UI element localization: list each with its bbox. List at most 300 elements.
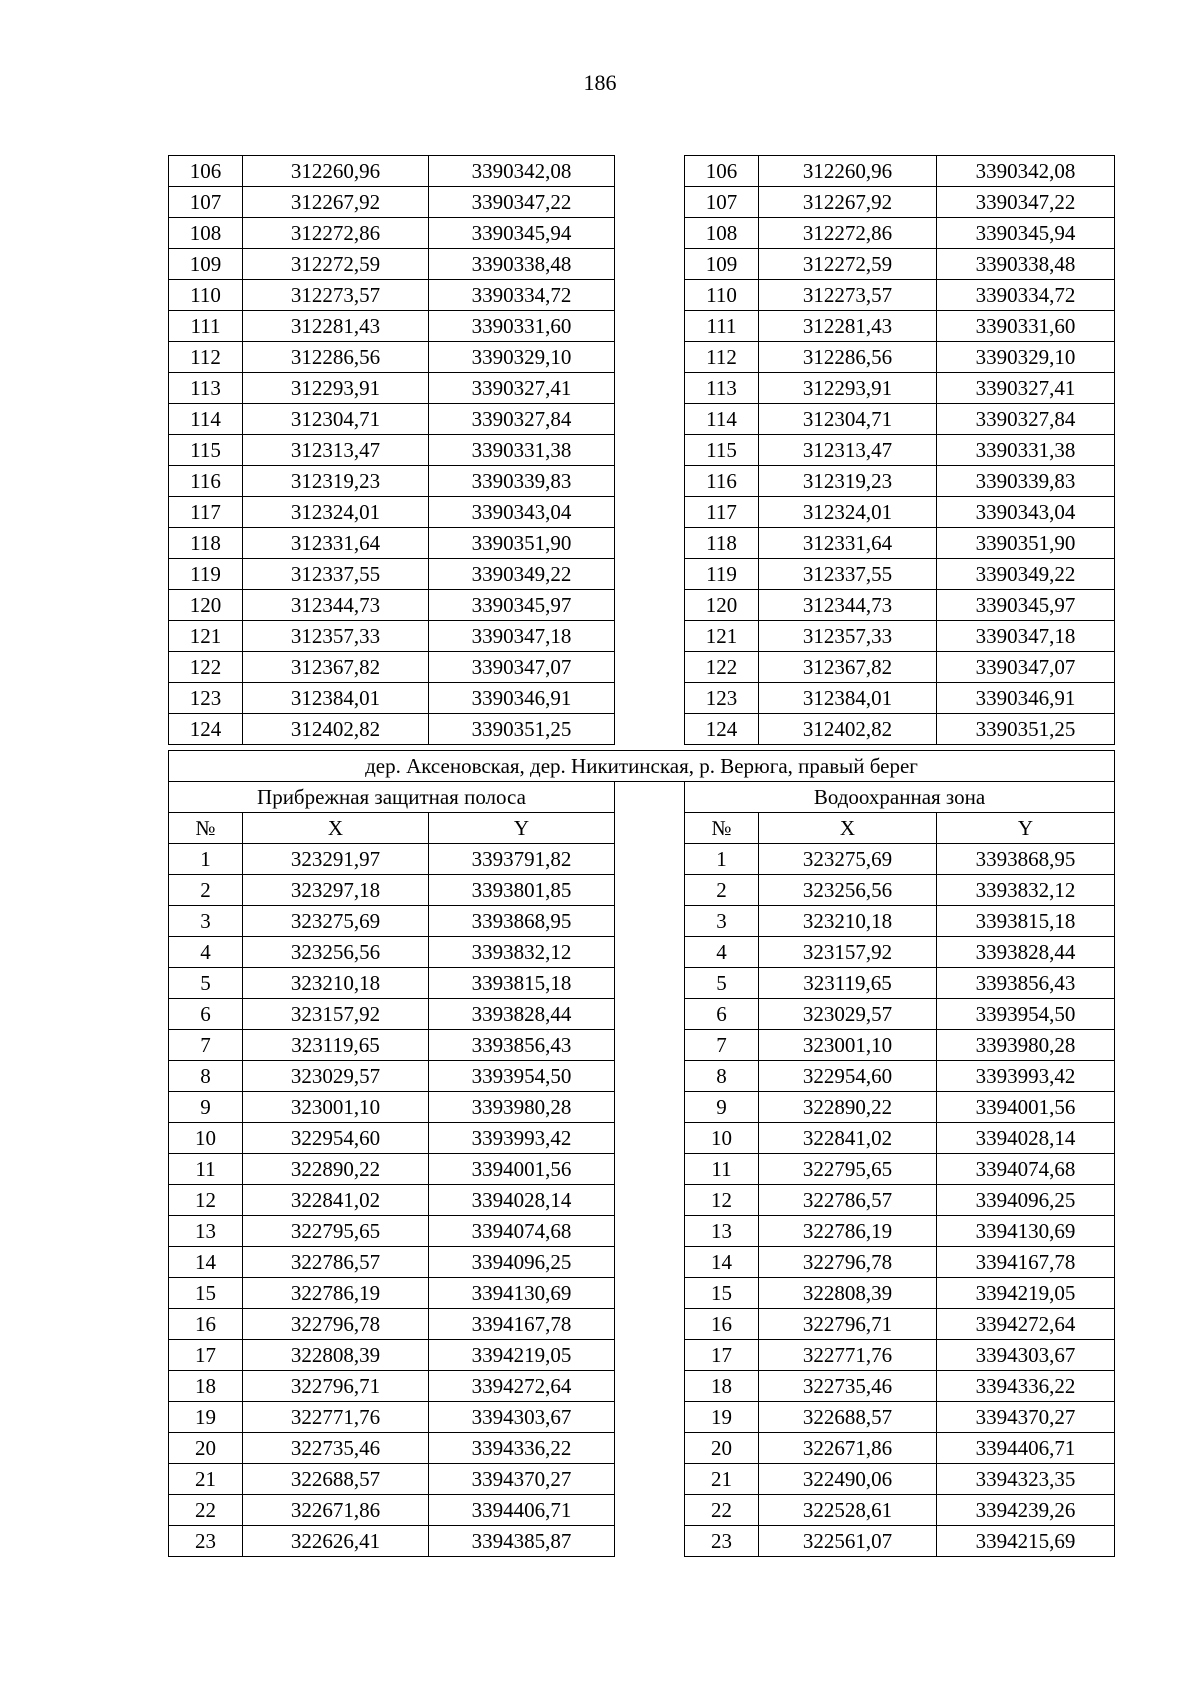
table-row xyxy=(169,497,1115,528)
point-number: 107 xyxy=(685,187,759,218)
x-coordinate: 322796,78 xyxy=(759,1247,937,1278)
point-number: 12 xyxy=(685,1185,759,1216)
table-row xyxy=(169,844,1115,875)
table-gap xyxy=(615,528,685,559)
table-row xyxy=(169,1185,1115,1216)
point-number: 11 xyxy=(169,1154,243,1185)
point-number: 106 xyxy=(169,156,243,187)
point-number: 118 xyxy=(169,528,243,559)
x-coordinate: 322626,41 xyxy=(243,1526,429,1557)
point-number: 7 xyxy=(685,1030,759,1061)
table-gap xyxy=(615,999,685,1030)
y-coordinate: 3390342,08 xyxy=(937,156,1115,187)
y-coordinate: 3390334,72 xyxy=(429,280,615,311)
table-gap xyxy=(615,1061,685,1092)
point-number: 21 xyxy=(685,1464,759,1495)
x-coordinate: 323256,56 xyxy=(759,875,937,906)
x-coordinate: 322795,65 xyxy=(759,1154,937,1185)
point-number: 123 xyxy=(169,683,243,714)
x-coordinate: 323029,57 xyxy=(759,999,937,1030)
header-number: № xyxy=(169,813,243,844)
y-coordinate: 3393954,50 xyxy=(429,1061,615,1092)
point-number: 19 xyxy=(169,1402,243,1433)
y-coordinate: 3393832,12 xyxy=(429,937,615,968)
section-title: дер. Аксеновская, дер. Никитинская, р. Верюга, правый берег xyxy=(169,751,1115,782)
table-gap xyxy=(615,1030,685,1061)
point-number: 1 xyxy=(169,844,243,875)
table-row xyxy=(169,1309,1115,1340)
y-coordinate: 3394406,71 xyxy=(937,1433,1115,1464)
table-gap xyxy=(615,1526,685,1557)
y-coordinate: 3393993,42 xyxy=(429,1123,615,1154)
y-coordinate: 3394370,27 xyxy=(937,1402,1115,1433)
x-coordinate: 322735,46 xyxy=(243,1433,429,1464)
table-gap xyxy=(615,1495,685,1526)
x-coordinate: 312272,86 xyxy=(759,218,937,249)
point-number: 114 xyxy=(169,404,243,435)
x-coordinate: 323291,97 xyxy=(243,844,429,875)
y-coordinate: 3393832,12 xyxy=(937,875,1115,906)
table-row xyxy=(169,1092,1115,1123)
point-number: 8 xyxy=(685,1061,759,1092)
table-row xyxy=(169,1030,1115,1061)
y-coordinate: 3390345,97 xyxy=(429,590,615,621)
point-number: 20 xyxy=(169,1433,243,1464)
x-coordinate: 322890,22 xyxy=(243,1154,429,1185)
table-gap xyxy=(615,1185,685,1216)
y-coordinate: 3393791,82 xyxy=(429,844,615,875)
table-row xyxy=(169,1433,1115,1464)
table-gap xyxy=(615,1433,685,1464)
y-coordinate: 3394272,64 xyxy=(937,1309,1115,1340)
x-coordinate: 312313,47 xyxy=(759,435,937,466)
x-coordinate: 312384,01 xyxy=(759,683,937,714)
point-number: 13 xyxy=(169,1216,243,1247)
x-coordinate: 312260,96 xyxy=(243,156,429,187)
point-number: 112 xyxy=(685,342,759,373)
table-row xyxy=(169,937,1115,968)
table-row xyxy=(169,1371,1115,1402)
x-coordinate: 312272,86 xyxy=(243,218,429,249)
table-gap xyxy=(615,782,685,813)
table-row xyxy=(169,1340,1115,1371)
x-coordinate: 322688,57 xyxy=(243,1464,429,1495)
table-row xyxy=(169,466,1115,497)
x-coordinate: 322688,57 xyxy=(759,1402,937,1433)
point-number: 109 xyxy=(685,249,759,280)
y-coordinate: 3390347,18 xyxy=(937,621,1115,652)
header-y: Y xyxy=(429,813,615,844)
point-number: 8 xyxy=(169,1061,243,1092)
point-number: 112 xyxy=(169,342,243,373)
table-row xyxy=(169,968,1115,999)
x-coordinate: 323119,65 xyxy=(243,1030,429,1061)
x-coordinate: 322808,39 xyxy=(243,1340,429,1371)
point-number: 122 xyxy=(169,652,243,683)
y-coordinate: 3390347,22 xyxy=(937,187,1115,218)
x-coordinate: 312402,82 xyxy=(759,714,937,745)
table-row xyxy=(169,875,1115,906)
header-x: X xyxy=(759,813,937,844)
y-coordinate: 3393815,18 xyxy=(937,906,1115,937)
x-coordinate: 322786,19 xyxy=(243,1278,429,1309)
point-number: 110 xyxy=(169,280,243,311)
table-gap xyxy=(615,280,685,311)
point-number: 23 xyxy=(685,1526,759,1557)
header-x: X xyxy=(243,813,429,844)
point-number: 121 xyxy=(685,621,759,652)
y-coordinate: 3393868,95 xyxy=(429,906,615,937)
table-row xyxy=(169,404,1115,435)
x-coordinate: 322771,76 xyxy=(759,1340,937,1371)
point-number: 2 xyxy=(169,875,243,906)
x-coordinate: 323297,18 xyxy=(243,875,429,906)
y-coordinate: 3390351,90 xyxy=(937,528,1115,559)
table-gap xyxy=(615,937,685,968)
point-number: 14 xyxy=(169,1247,243,1278)
page-number: 186 xyxy=(583,70,617,95)
y-coordinate: 3390351,90 xyxy=(429,528,615,559)
point-number: 106 xyxy=(685,156,759,187)
x-coordinate: 322796,78 xyxy=(243,1309,429,1340)
x-coordinate: 312319,23 xyxy=(759,466,937,497)
x-coordinate: 323001,10 xyxy=(243,1092,429,1123)
point-number: 3 xyxy=(685,906,759,937)
x-coordinate: 323157,92 xyxy=(243,999,429,1030)
point-number: 17 xyxy=(685,1340,759,1371)
point-number: 1 xyxy=(685,844,759,875)
table-row xyxy=(169,1123,1115,1154)
table-row xyxy=(169,559,1115,590)
point-number: 4 xyxy=(169,937,243,968)
point-number: 18 xyxy=(169,1371,243,1402)
y-coordinate: 3390339,83 xyxy=(937,466,1115,497)
y-coordinate: 3393980,28 xyxy=(429,1092,615,1123)
x-coordinate: 312367,82 xyxy=(759,652,937,683)
x-coordinate: 322735,46 xyxy=(759,1371,937,1402)
point-number: 12 xyxy=(169,1185,243,1216)
header-number: № xyxy=(685,813,759,844)
point-number: 120 xyxy=(169,590,243,621)
y-coordinate: 3394385,87 xyxy=(429,1526,615,1557)
y-coordinate: 3390351,25 xyxy=(937,714,1115,745)
point-number: 14 xyxy=(685,1247,759,1278)
x-coordinate: 322808,39 xyxy=(759,1278,937,1309)
y-coordinate: 3390331,38 xyxy=(937,435,1115,466)
point-number: 124 xyxy=(685,714,759,745)
y-coordinate: 3390327,41 xyxy=(429,373,615,404)
x-coordinate: 312272,59 xyxy=(759,249,937,280)
x-coordinate: 312273,57 xyxy=(759,280,937,311)
table-gap xyxy=(615,906,685,937)
x-coordinate: 312281,43 xyxy=(243,311,429,342)
point-number: 123 xyxy=(685,683,759,714)
point-number: 19 xyxy=(685,1402,759,1433)
x-coordinate: 322528,61 xyxy=(759,1495,937,1526)
point-number: 10 xyxy=(169,1123,243,1154)
point-number: 110 xyxy=(685,280,759,311)
x-coordinate: 322786,57 xyxy=(759,1185,937,1216)
left-table-title: Прибрежная защитная полоса xyxy=(169,782,615,813)
y-coordinate: 3393828,44 xyxy=(937,937,1115,968)
table-gap xyxy=(615,1371,685,1402)
point-number: 117 xyxy=(685,497,759,528)
x-coordinate: 322796,71 xyxy=(243,1371,429,1402)
y-coordinate: 3390331,38 xyxy=(429,435,615,466)
x-coordinate: 323210,18 xyxy=(243,968,429,999)
y-coordinate: 3390345,94 xyxy=(429,218,615,249)
point-number: 16 xyxy=(169,1309,243,1340)
table-row xyxy=(169,280,1115,311)
coordinates-table-bottom xyxy=(168,750,1115,1557)
table-gap xyxy=(615,435,685,466)
y-coordinate: 3390347,18 xyxy=(429,621,615,652)
y-coordinate: 3394130,69 xyxy=(429,1278,615,1309)
y-coordinate: 3390342,08 xyxy=(429,156,615,187)
y-coordinate: 3390331,60 xyxy=(937,311,1115,342)
table-gap xyxy=(615,1123,685,1154)
y-coordinate: 3394272,64 xyxy=(429,1371,615,1402)
y-coordinate: 3390334,72 xyxy=(937,280,1115,311)
y-coordinate: 3390343,04 xyxy=(937,497,1115,528)
y-coordinate: 3390327,41 xyxy=(937,373,1115,404)
y-coordinate: 3390347,07 xyxy=(429,652,615,683)
table-gap xyxy=(615,1154,685,1185)
point-number: 109 xyxy=(169,249,243,280)
y-coordinate: 3394001,56 xyxy=(429,1154,615,1185)
y-coordinate: 3393993,42 xyxy=(937,1061,1115,1092)
y-coordinate: 3394130,69 xyxy=(937,1216,1115,1247)
x-coordinate: 322796,71 xyxy=(759,1309,937,1340)
point-number: 20 xyxy=(685,1433,759,1464)
table-row xyxy=(169,652,1115,683)
y-coordinate: 3390351,25 xyxy=(429,714,615,745)
y-coordinate: 3394167,78 xyxy=(429,1309,615,1340)
table-gap xyxy=(615,1340,685,1371)
point-number: 118 xyxy=(685,528,759,559)
x-coordinate: 312267,92 xyxy=(243,187,429,218)
point-number: 119 xyxy=(169,559,243,590)
table-gap xyxy=(615,1309,685,1340)
x-coordinate: 312293,91 xyxy=(759,373,937,404)
x-coordinate: 323001,10 xyxy=(759,1030,937,1061)
x-coordinate: 312357,33 xyxy=(243,621,429,652)
point-number: 4 xyxy=(685,937,759,968)
table-row xyxy=(169,999,1115,1030)
y-coordinate: 3390345,97 xyxy=(937,590,1115,621)
point-number: 7 xyxy=(169,1030,243,1061)
table-row xyxy=(169,156,1115,187)
y-coordinate: 3394303,67 xyxy=(937,1340,1115,1371)
table-gap xyxy=(615,875,685,906)
y-coordinate: 3390349,22 xyxy=(429,559,615,590)
table-gap xyxy=(615,373,685,404)
table-gap xyxy=(615,404,685,435)
point-number: 3 xyxy=(169,906,243,937)
y-coordinate: 3393868,95 xyxy=(937,844,1115,875)
x-coordinate: 312357,33 xyxy=(759,621,937,652)
point-number: 17 xyxy=(169,1340,243,1371)
point-number: 114 xyxy=(685,404,759,435)
y-coordinate: 3390347,22 xyxy=(429,187,615,218)
y-coordinate: 3394074,68 xyxy=(429,1216,615,1247)
x-coordinate: 312324,01 xyxy=(243,497,429,528)
point-number: 111 xyxy=(169,311,243,342)
point-number: 5 xyxy=(685,968,759,999)
x-coordinate: 323275,69 xyxy=(759,844,937,875)
table-gap xyxy=(615,813,685,844)
x-coordinate: 312293,91 xyxy=(243,373,429,404)
table-gap xyxy=(615,1247,685,1278)
x-coordinate: 322671,86 xyxy=(759,1433,937,1464)
table-row xyxy=(169,590,1115,621)
y-coordinate: 3390338,48 xyxy=(429,249,615,280)
x-coordinate: 312319,23 xyxy=(243,466,429,497)
point-number: 120 xyxy=(685,590,759,621)
y-coordinate: 3393954,50 xyxy=(937,999,1115,1030)
table-row xyxy=(169,714,1115,745)
table-row xyxy=(169,373,1115,404)
table-gap xyxy=(615,218,685,249)
point-number: 113 xyxy=(685,373,759,404)
coordinates-table-top xyxy=(168,155,1115,745)
table-gap xyxy=(615,187,685,218)
y-coordinate: 3390345,94 xyxy=(937,218,1115,249)
x-coordinate: 312331,64 xyxy=(243,528,429,559)
x-coordinate: 312344,73 xyxy=(759,590,937,621)
x-coordinate: 323210,18 xyxy=(759,906,937,937)
table-gap xyxy=(615,1464,685,1495)
x-coordinate: 312384,01 xyxy=(243,683,429,714)
point-number: 13 xyxy=(685,1216,759,1247)
table-gap xyxy=(615,1216,685,1247)
x-coordinate: 323275,69 xyxy=(243,906,429,937)
table-row xyxy=(169,218,1115,249)
y-coordinate: 3393815,18 xyxy=(429,968,615,999)
table-gap xyxy=(615,714,685,745)
y-coordinate: 3394096,25 xyxy=(429,1247,615,1278)
x-coordinate: 312286,56 xyxy=(759,342,937,373)
table-gap xyxy=(615,683,685,714)
table-row xyxy=(169,311,1115,342)
x-coordinate: 322890,22 xyxy=(759,1092,937,1123)
y-coordinate: 3390346,91 xyxy=(937,683,1115,714)
x-coordinate: 312402,82 xyxy=(243,714,429,745)
table-row xyxy=(169,342,1115,373)
x-coordinate: 322786,19 xyxy=(759,1216,937,1247)
x-coordinate: 312337,55 xyxy=(243,559,429,590)
y-coordinate: 3390346,91 xyxy=(429,683,615,714)
x-coordinate: 322490,06 xyxy=(759,1464,937,1495)
x-coordinate: 312260,96 xyxy=(759,156,937,187)
x-coordinate: 312324,01 xyxy=(759,497,937,528)
y-coordinate: 3394239,26 xyxy=(937,1495,1115,1526)
table-gap xyxy=(615,621,685,652)
x-coordinate: 322795,65 xyxy=(243,1216,429,1247)
table-row xyxy=(169,1061,1115,1092)
x-coordinate: 312344,73 xyxy=(243,590,429,621)
x-coordinate: 322841,02 xyxy=(759,1123,937,1154)
x-coordinate: 322841,02 xyxy=(243,1185,429,1216)
y-coordinate: 3390343,04 xyxy=(429,497,615,528)
table-gap xyxy=(615,844,685,875)
x-coordinate: 312331,64 xyxy=(759,528,937,559)
x-coordinate: 312367,82 xyxy=(243,652,429,683)
y-coordinate: 3390347,07 xyxy=(937,652,1115,683)
x-coordinate: 323029,57 xyxy=(243,1061,429,1092)
x-coordinate: 323157,92 xyxy=(759,937,937,968)
table-row xyxy=(169,1154,1115,1185)
x-coordinate: 323256,56 xyxy=(243,937,429,968)
point-number: 5 xyxy=(169,968,243,999)
table-row xyxy=(169,1464,1115,1495)
table-row xyxy=(169,621,1115,652)
table-row xyxy=(169,187,1115,218)
point-number: 23 xyxy=(169,1526,243,1557)
x-coordinate: 322954,60 xyxy=(759,1061,937,1092)
x-coordinate: 312273,57 xyxy=(243,280,429,311)
point-number: 22 xyxy=(169,1495,243,1526)
y-coordinate: 3394028,14 xyxy=(937,1123,1115,1154)
point-number: 107 xyxy=(169,187,243,218)
point-number: 108 xyxy=(685,218,759,249)
point-number: 108 xyxy=(169,218,243,249)
header-y: Y xyxy=(937,813,1115,844)
point-number: 16 xyxy=(685,1309,759,1340)
table-row xyxy=(169,435,1115,466)
y-coordinate: 3394323,35 xyxy=(937,1464,1115,1495)
table-gap xyxy=(615,466,685,497)
x-coordinate: 322671,86 xyxy=(243,1495,429,1526)
point-number: 6 xyxy=(169,999,243,1030)
x-coordinate: 322561,07 xyxy=(759,1526,937,1557)
x-coordinate: 312281,43 xyxy=(759,311,937,342)
y-coordinate: 3394028,14 xyxy=(429,1185,615,1216)
point-number: 117 xyxy=(169,497,243,528)
x-coordinate: 312267,92 xyxy=(759,187,937,218)
table-gap xyxy=(615,590,685,621)
point-number: 119 xyxy=(685,559,759,590)
x-coordinate: 322954,60 xyxy=(243,1123,429,1154)
point-number: 22 xyxy=(685,1495,759,1526)
y-coordinate: 3390327,84 xyxy=(429,404,615,435)
table-row xyxy=(169,1526,1115,1557)
y-coordinate: 3390339,83 xyxy=(429,466,615,497)
y-coordinate: 3394096,25 xyxy=(937,1185,1115,1216)
y-coordinate: 3393980,28 xyxy=(937,1030,1115,1061)
point-number: 116 xyxy=(685,466,759,497)
table-row xyxy=(169,1402,1115,1433)
x-coordinate: 322771,76 xyxy=(243,1402,429,1433)
point-number: 115 xyxy=(685,435,759,466)
table-row xyxy=(169,906,1115,937)
table-gap xyxy=(615,652,685,683)
table-gap xyxy=(615,497,685,528)
table-row xyxy=(169,1216,1115,1247)
y-coordinate: 3394406,71 xyxy=(429,1495,615,1526)
table-row xyxy=(169,1247,1115,1278)
y-coordinate: 3393801,85 xyxy=(429,875,615,906)
y-coordinate: 3393828,44 xyxy=(429,999,615,1030)
y-coordinate: 3394074,68 xyxy=(937,1154,1115,1185)
table-row xyxy=(169,1495,1115,1526)
table-row xyxy=(169,528,1115,559)
point-number: 6 xyxy=(685,999,759,1030)
y-coordinate: 3394219,05 xyxy=(937,1278,1115,1309)
y-coordinate: 3390327,84 xyxy=(937,404,1115,435)
point-number: 116 xyxy=(169,466,243,497)
point-number: 2 xyxy=(685,875,759,906)
